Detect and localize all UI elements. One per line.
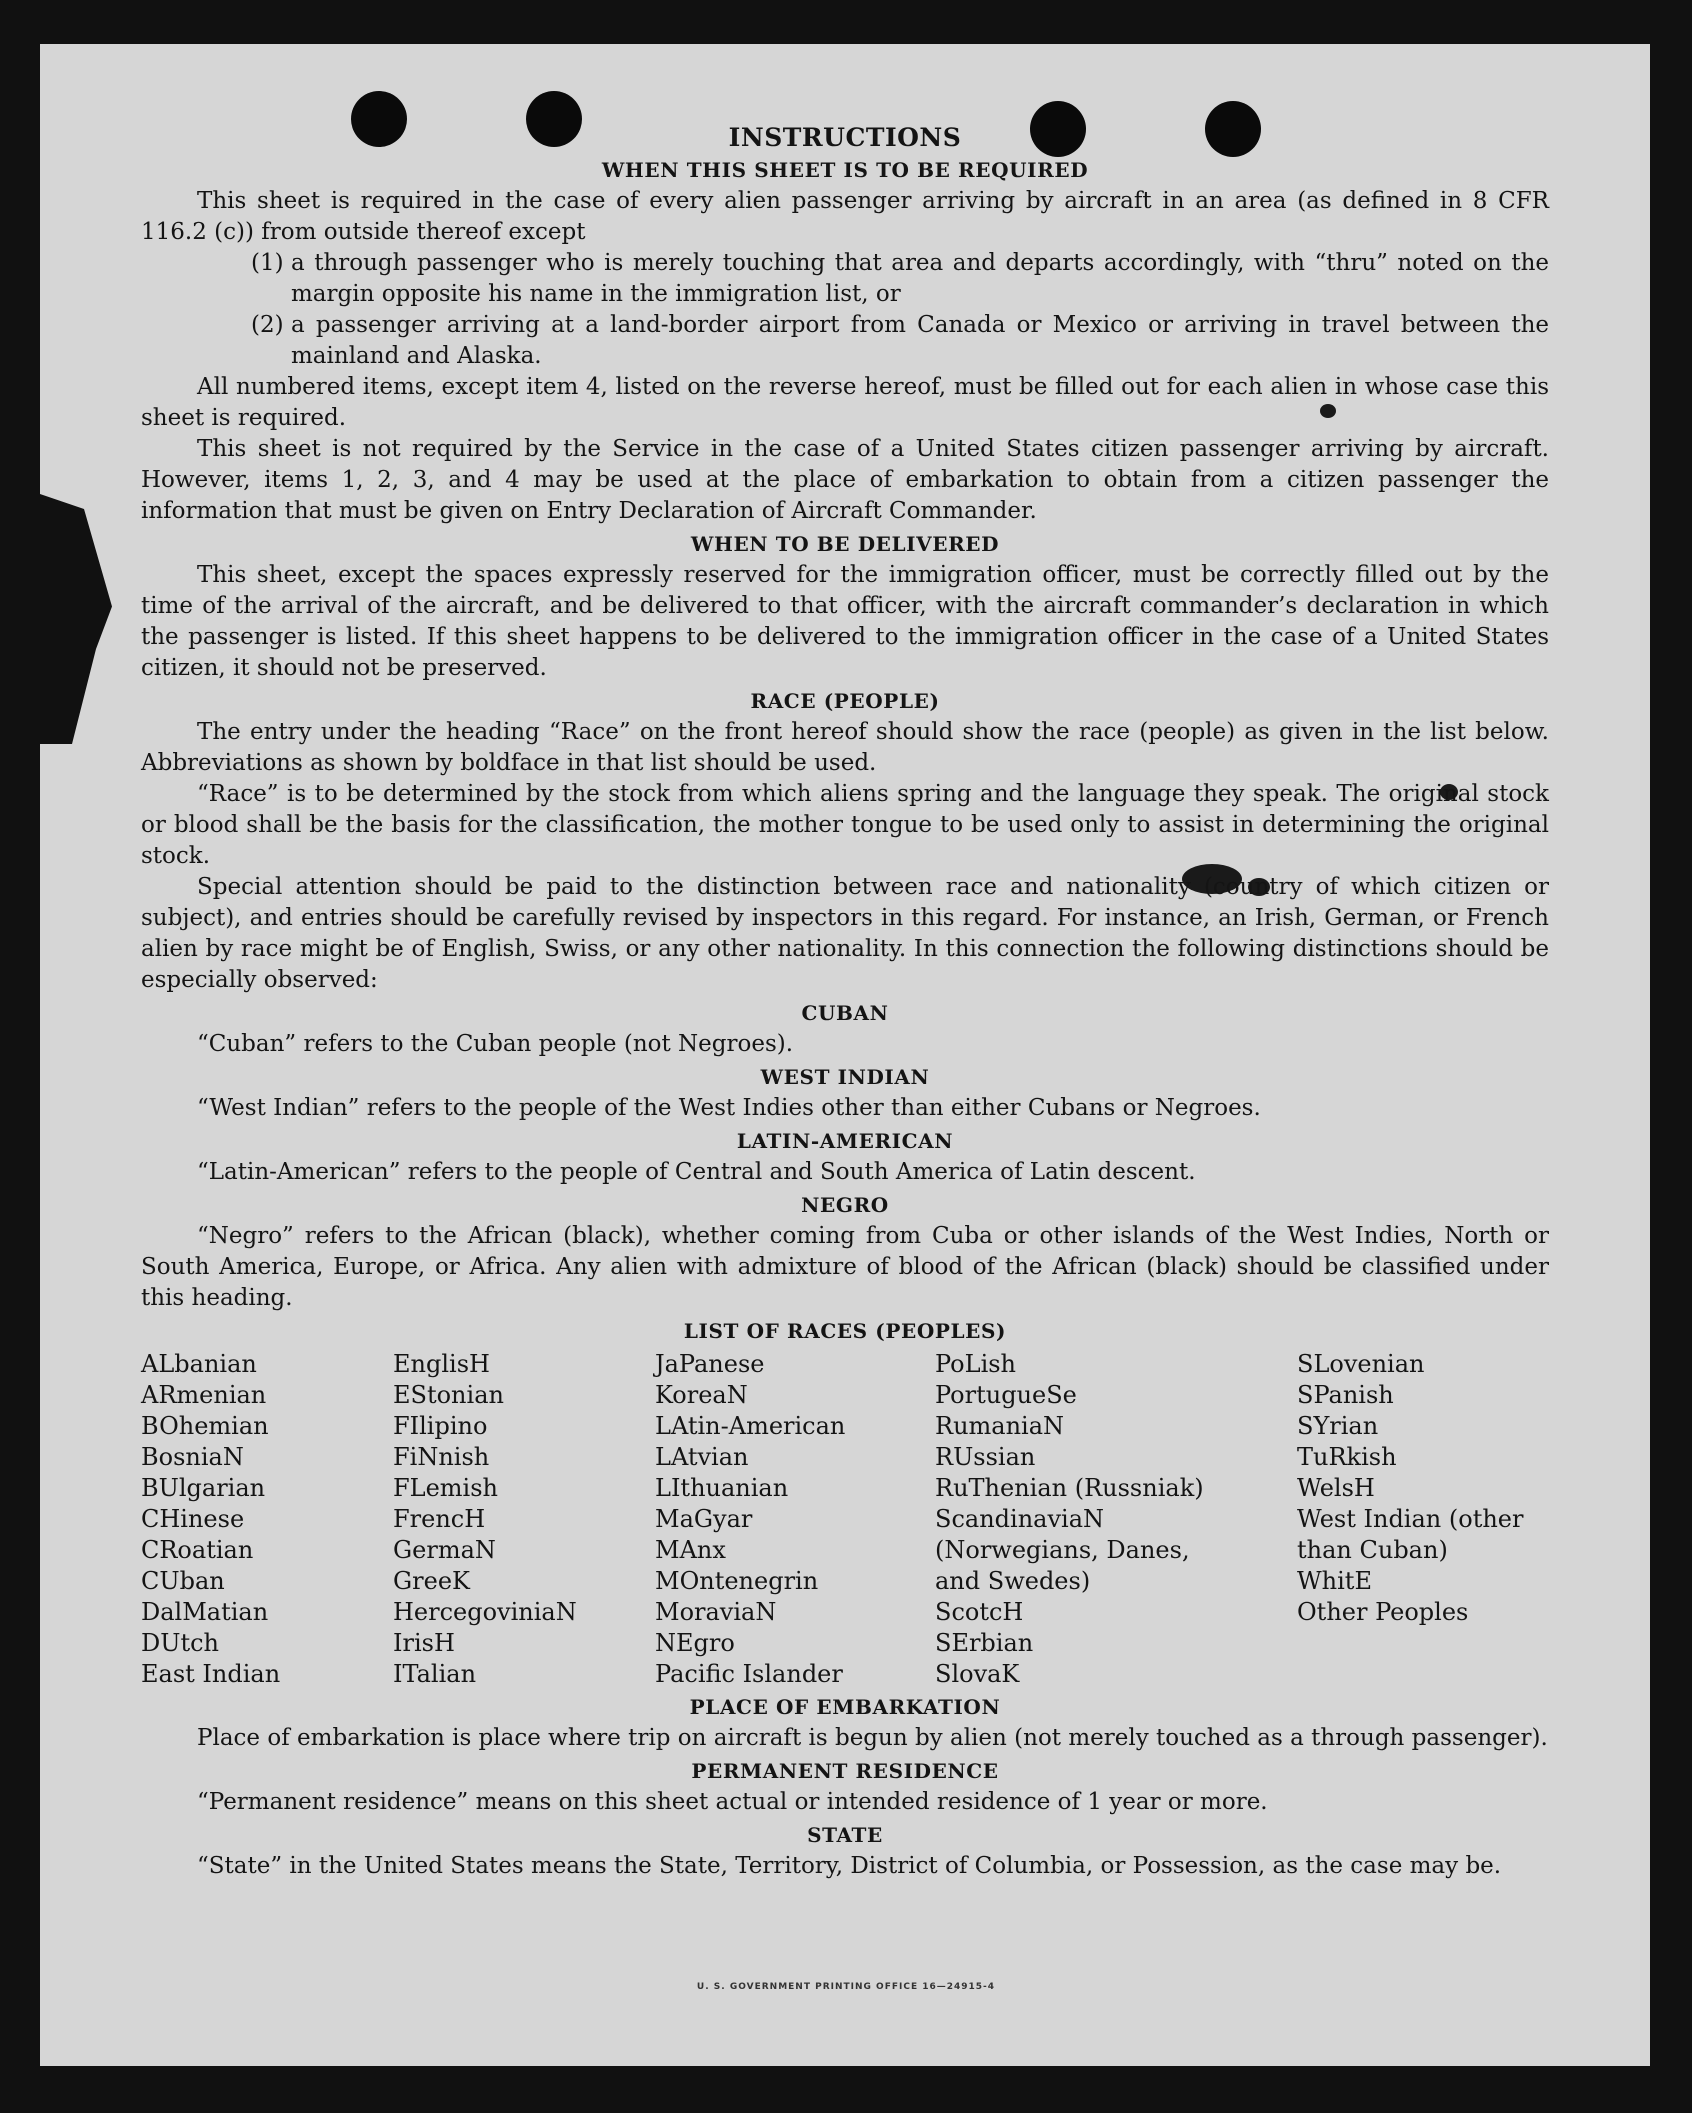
heading-latin-american: LATIN-AMERICAN <box>736 1129 954 1153</box>
race-entry: JaPanese <box>655 1350 765 1378</box>
races-column-4 <box>935 1349 1297 1690</box>
race-entry: FiNnish <box>393 1443 490 1471</box>
race-entry: RuThenian (Russniak) <box>935 1474 1204 1502</box>
race-entry: WhitE <box>1297 1567 1372 1595</box>
races-column-2 <box>393 1349 655 1690</box>
race-entry: LIthuanian <box>655 1474 789 1502</box>
race-entry: IrisH <box>393 1629 455 1657</box>
race-entry: ARmenian <box>141 1381 267 1409</box>
exception-item <box>141 248 1549 310</box>
race-entry: CHinese <box>141 1505 245 1533</box>
race-entry: ScotcH <box>935 1598 1024 1626</box>
paragraph: Special attention should be paid to the distinction between race and nationality (country of which citizen or subject), and entries should be carefully revised by inspectors in this regard. For instance, an Irish, German, or French alien by race might be of English, Swiss, or any other nationality. In this connection the following distinctions should be especially observed: <box>141 874 1549 993</box>
heading-state: STATE <box>807 1823 883 1847</box>
race-entry: SYrian <box>1297 1412 1379 1440</box>
race-entry: BosniaN <box>141 1443 244 1471</box>
race-entry: PoLish <box>935 1350 1017 1378</box>
paragraph: This sheet is not required by the Service in the case of a United States citizen passenger arriving by aircraft. However, items 1, 2, 3, and 4 may be used at the place of embarkation to obtain from a citizen passenger the information that must be given on Entry Declaration of Aircraft Commander. <box>141 436 1549 524</box>
paragraph: “Race” is to be determined by the stock from which aliens spring and the language they speak. The original stock or blood shall be the basis for the classification, the mother tongue to be used only to assist in determining the original stock. <box>141 781 1549 869</box>
race-entry: EnglisH <box>393 1350 490 1378</box>
race-entry: Pacific Islander <box>655 1660 843 1688</box>
race-entry: RUssian <box>935 1443 1036 1471</box>
race-entry: ScandinaviaN (Norwegians, Danes, and Swedes) <box>935 1505 1190 1595</box>
race-entry: SErbian <box>935 1629 1034 1657</box>
race-entry: GermaN <box>393 1536 496 1564</box>
race-entry: MoraviaN <box>655 1598 777 1626</box>
race-entry: SlovaK <box>935 1660 1020 1688</box>
race-entry: NEgro <box>655 1629 735 1657</box>
race-entry: East Indian <box>141 1660 281 1688</box>
race-entry: MAnx <box>655 1536 726 1564</box>
item-number: (1) <box>251 250 284 276</box>
race-entry: TuRkish <box>1297 1443 1397 1471</box>
paragraph: The entry under the heading “Race” on the front hereof should show the race (people) as given in the list below. Abbreviations as shown by boldface in that list should be used. <box>141 719 1549 776</box>
item-number: (2) <box>251 312 284 338</box>
race-entry: HercegoviniaN <box>393 1598 577 1626</box>
race-entry: ALbanian <box>141 1350 257 1378</box>
race-entry: SLovenian <box>1297 1350 1425 1378</box>
race-entry: EStonian <box>393 1381 504 1409</box>
race-entry: CUban <box>141 1567 225 1595</box>
race-entry: MOntenegrin <box>655 1567 819 1595</box>
race-entry: FIlipino <box>393 1412 488 1440</box>
paragraph: This sheet, except the spaces expressly reserved for the immigration officer, must be correctly filled out by the time of the arrival of the aircraft, and be delivered to that officer, with the aircraft commander’s declaration in which the passenger is listed. If this sheet happens to be delivered to the immigration officer in the case of a United States citizen, it should not be preserved. <box>141 562 1549 681</box>
heading-negro: NEGRO <box>801 1193 889 1217</box>
race-entry: Other Peoples <box>1297 1598 1469 1626</box>
race-entry: MaGyar <box>655 1505 753 1533</box>
heading-list-of-races: LIST OF RACES (PEOPLES) <box>683 1319 1007 1343</box>
race-entry: GreeK <box>393 1567 470 1595</box>
paragraph: “Negro” refers to the African (black), whether coming from Cuba or other islands of the West Indies, North or South America, Europe, or Africa. Any alien with admixture of blood of the African (black) should be classified under this heading. <box>141 1223 1549 1311</box>
paragraph: This sheet is required in the case of every alien passenger arriving by aircraft in an area (as defined in 8 CFR 116.2 (c)) from outside thereof except <box>141 188 1549 245</box>
heading-permanent-residence: PERMANENT RESIDENCE <box>691 1759 999 1783</box>
race-entry: SPanish <box>1297 1381 1394 1409</box>
race-entry: RumaniaN <box>935 1412 1065 1440</box>
item-text: a passenger arriving at a land-border airport from Canada or Mexico or arriving in travel between the mainland and Alaska. <box>291 312 1549 369</box>
race-entry: BOhemian <box>141 1412 269 1440</box>
paragraph: All numbered items, except item 4, listed on the reverse hereof, must be filled out for each alien in whose case this sheet is required. <box>141 374 1549 431</box>
heading-west-indian: WEST INDIAN <box>760 1065 930 1089</box>
item-text: a through passenger who is merely touching that area and departs accordingly, with “thru” noted on the margin opposite his name in the immigration list, or <box>291 250 1549 307</box>
race-entry: BUlgarian <box>141 1474 266 1502</box>
paragraph: “State” in the United States means the State, Territory, District of Columbia, or Possession, as the case may be. <box>197 1853 1502 1879</box>
race-entry: LAtvian <box>655 1443 749 1471</box>
exception-item <box>141 310 1549 372</box>
race-entry: PortugueSe <box>935 1381 1077 1409</box>
race-entry: LAtin-American <box>655 1412 846 1440</box>
races-list <box>141 1349 1549 1690</box>
race-entry: DUtch <box>141 1629 220 1657</box>
heading-when-required: WHEN THIS SHEET IS TO BE REQUIRED <box>601 158 1089 182</box>
race-entry: FLemish <box>393 1474 498 1502</box>
printer-imprint: U. S. GOVERNMENT PRINTING OFFICE 16—24915-4 <box>696 1982 996 1992</box>
paragraph: Place of embarkation is place where trip on aircraft is begun by alien (not merely touched as a through passenger). <box>197 1725 1548 1751</box>
heading-cuban: CUBAN <box>801 1001 889 1025</box>
race-entry: West Indian (other than Cuban) <box>1297 1505 1524 1564</box>
race-entry: WelsH <box>1297 1474 1375 1502</box>
race-entry: KoreaN <box>655 1381 748 1409</box>
race-entry: ITalian <box>393 1660 477 1688</box>
heading-race: RACE (PEOPLE) <box>750 689 940 713</box>
races-column-5 <box>1297 1349 1549 1690</box>
race-entry: DalMatian <box>141 1598 269 1626</box>
heading-when-delivered: WHEN TO BE DELIVERED <box>690 532 1000 556</box>
race-entry: CRoatian <box>141 1536 254 1564</box>
races-column-3 <box>655 1349 935 1690</box>
instructions-content <box>141 116 1549 1882</box>
paragraph: “Latin-American” refers to the people of Central and South America of Latin descent. <box>197 1159 1196 1185</box>
heading-embarkation: PLACE OF EMBARKATION <box>689 1695 1001 1719</box>
races-column-1 <box>141 1349 393 1690</box>
paragraph: “Cuban” refers to the Cuban people (not Negroes). <box>197 1031 794 1057</box>
paragraph: “Permanent residence” means on this sheet actual or intended residence of 1 year or more. <box>197 1789 1268 1815</box>
race-entry: FrencH <box>393 1505 486 1533</box>
paragraph: “West Indian” refers to the people of the West Indies other than either Cubans or Negroes. <box>197 1095 1261 1121</box>
page-title: INSTRUCTIONS <box>728 123 962 152</box>
